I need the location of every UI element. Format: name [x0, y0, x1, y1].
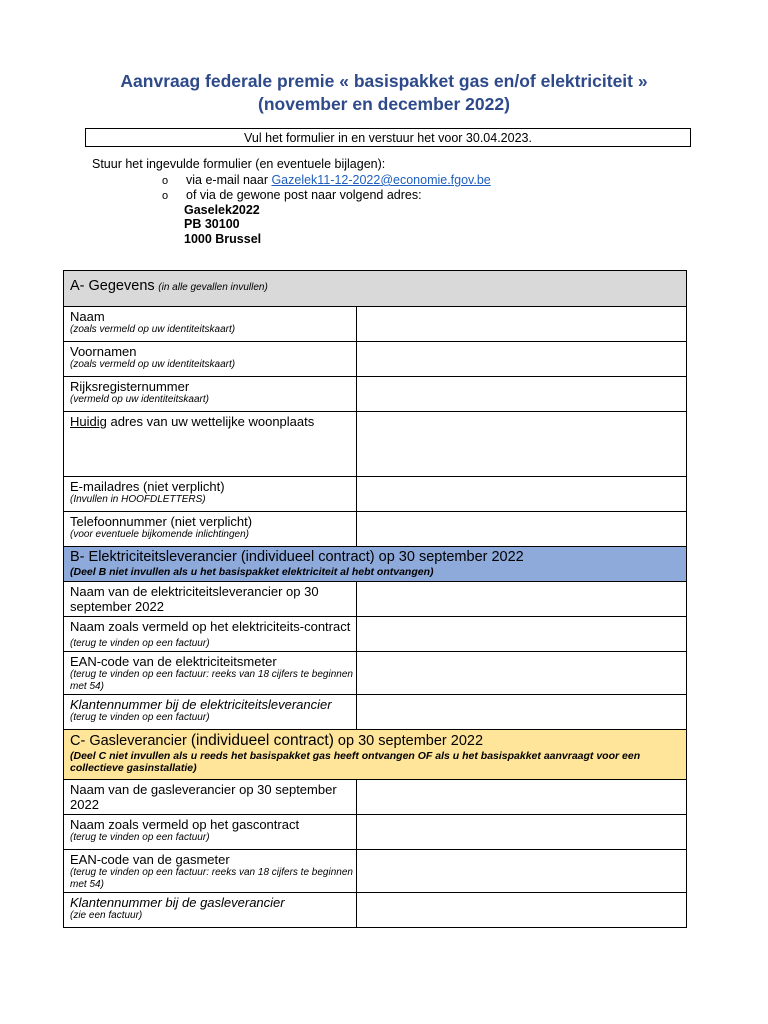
- section-a-note: (in alle gevallen invullen): [158, 282, 268, 293]
- send-option-email: [186, 173, 491, 188]
- section-b-sub: (Deel B niet invullen als u het basispakket elektriciteit al hebt ontvangen): [70, 566, 434, 578]
- elek-contract-input[interactable]: [357, 617, 687, 652]
- field-label: Naam van de elektriciteitsleverancier op 30 september 2022: [70, 584, 319, 614]
- field-hint: (Invullen in HOOFDLETTERS): [70, 494, 206, 505]
- section-c-title-post: op 30 september 2022: [333, 733, 484, 749]
- field-hint: (zoals vermeld op uw identiteitskaart): [70, 324, 236, 335]
- form-row-gas-contract: [64, 815, 687, 850]
- adres-input[interactable]: [357, 412, 687, 477]
- elek-ean-input[interactable]: [357, 652, 687, 695]
- document-title-line2: (november en december 2022): [258, 94, 510, 114]
- field-label: Naam zoals vermeld op het gascontract: [70, 817, 300, 832]
- gas-leverancier-input[interactable]: [357, 780, 687, 815]
- section-a-title: A- Gegevens: [70, 278, 155, 294]
- gas-klantennummer-input[interactable]: [357, 893, 687, 928]
- form-row-gas-ean: [64, 850, 687, 893]
- address-line-1: Gaselek2022: [184, 203, 260, 217]
- field-label: Telefoonnummer (niet verplicht): [70, 514, 253, 529]
- naam-input[interactable]: [357, 307, 687, 342]
- field-hint: (vermeld op uw identiteitskaart): [70, 394, 209, 405]
- elek-klantennummer-input[interactable]: [357, 695, 687, 730]
- form-row-gas-klantennummer: [64, 893, 687, 928]
- gas-contract-input[interactable]: [357, 815, 687, 850]
- form-row-adres: [64, 412, 687, 477]
- field-label: Voornamen: [70, 344, 137, 359]
- address-line-3: 1000 Brussel: [184, 232, 262, 246]
- section-b-title: B- Elektriciteitsleverancier (individueel contract) op 30 september 2022: [70, 549, 524, 565]
- field-hint: (terug te vinden op een factuur: reeks van 18 cijfers te beginnen met 54): [70, 669, 353, 692]
- field-hint: (terug te vinden op een factuur): [70, 712, 210, 723]
- field-label: Klantennummer bij de gasleverancier: [70, 895, 285, 910]
- section-c-title: [70, 730, 686, 750]
- field-label-underlined: Huidig: [70, 414, 107, 429]
- field-hint: (zoals vermeld op uw identiteitskaart): [70, 359, 236, 370]
- field-label: [70, 412, 356, 429]
- field-label: Rijksregisternummer: [70, 379, 190, 394]
- section-b-header: [64, 547, 687, 582]
- form-row-elek-ean: [64, 652, 687, 695]
- field-hint: (terug te vinden op een factuur): [70, 638, 210, 649]
- field-label: EAN-code van de gasmeter: [70, 852, 230, 867]
- field-hint: (zie een factuur): [70, 910, 143, 921]
- document-title-line1: Aanvraag federale premie « basispakket gas en/of elektriciteit »: [120, 71, 648, 91]
- form-row-elek-leverancier: [64, 582, 687, 617]
- application-form-table: [63, 270, 687, 928]
- form-row-elek-klantennummer: [64, 695, 687, 730]
- field-label: [70, 617, 356, 650]
- email-link[interactable]: Gazelek11-12-2022@economie.fgov.be: [271, 173, 491, 187]
- rijksregisternummer-input[interactable]: [357, 377, 687, 412]
- field-hint: (terug te vinden op een factuur: reeks van 18 cijfers te beginnen met 54): [70, 867, 353, 890]
- section-c-title-pre: C- Gasleverancier: [70, 733, 191, 749]
- field-label: E-mailadres (niet verplicht): [70, 479, 225, 494]
- voornamen-input[interactable]: [357, 342, 687, 377]
- send-intro: Stuur het ingevulde formulier (en eventuele bijlagen):: [92, 157, 386, 171]
- form-row-telefoon: [64, 512, 687, 547]
- bullet-icon: o: [162, 190, 169, 202]
- field-label-main: Naam zoals vermeld op het elektriciteits-contract: [70, 619, 351, 634]
- field-label: Klantennummer bij de elektriciteitsleverancier: [70, 697, 332, 712]
- form-row-elek-contract: [64, 617, 687, 652]
- form-row-rijksregisternummer: [64, 377, 687, 412]
- field-label: Naam: [70, 309, 105, 324]
- email-input[interactable]: [357, 477, 687, 512]
- elek-leverancier-input[interactable]: [357, 582, 687, 617]
- send-option-post: of via de gewone post naar volgend adres:: [186, 188, 422, 202]
- form-row-gas-leverancier: [64, 780, 687, 815]
- section-c-sub: (Deel C niet invullen als u reeds het basispakket gas heeft ontvangen OF als u het basispakket aanvraagt voor een collectieve gasinstallatie): [70, 750, 641, 774]
- section-c-title-big: (individueel contract): [190, 732, 334, 749]
- field-label: EAN-code van de elektriciteitsmeter: [70, 654, 277, 669]
- email-prefix: via e-mail naar: [186, 173, 272, 187]
- field-hint: (terug te vinden op een factuur): [70, 832, 210, 843]
- field-label: Naam van de gasleverancier op 30 september 2022: [70, 782, 337, 812]
- field-label-rest: adres van uw wettelijke woonplaats: [106, 414, 315, 429]
- form-row-naam: [64, 307, 687, 342]
- instruction-box: Vul het formulier in en verstuur het voor 30.04.2023.: [85, 128, 691, 147]
- bullet-icon: o: [162, 175, 169, 187]
- address-line-2: PB 30100: [184, 217, 240, 231]
- telefoon-input[interactable]: [357, 512, 687, 547]
- field-hint: (voor eventuele bijkomende inlichtingen): [70, 529, 249, 540]
- gas-ean-input[interactable]: [357, 850, 687, 893]
- form-row-email: [64, 477, 687, 512]
- section-c-header: [64, 730, 687, 780]
- form-row-voornamen: [64, 342, 687, 377]
- section-a-header: [64, 271, 687, 307]
